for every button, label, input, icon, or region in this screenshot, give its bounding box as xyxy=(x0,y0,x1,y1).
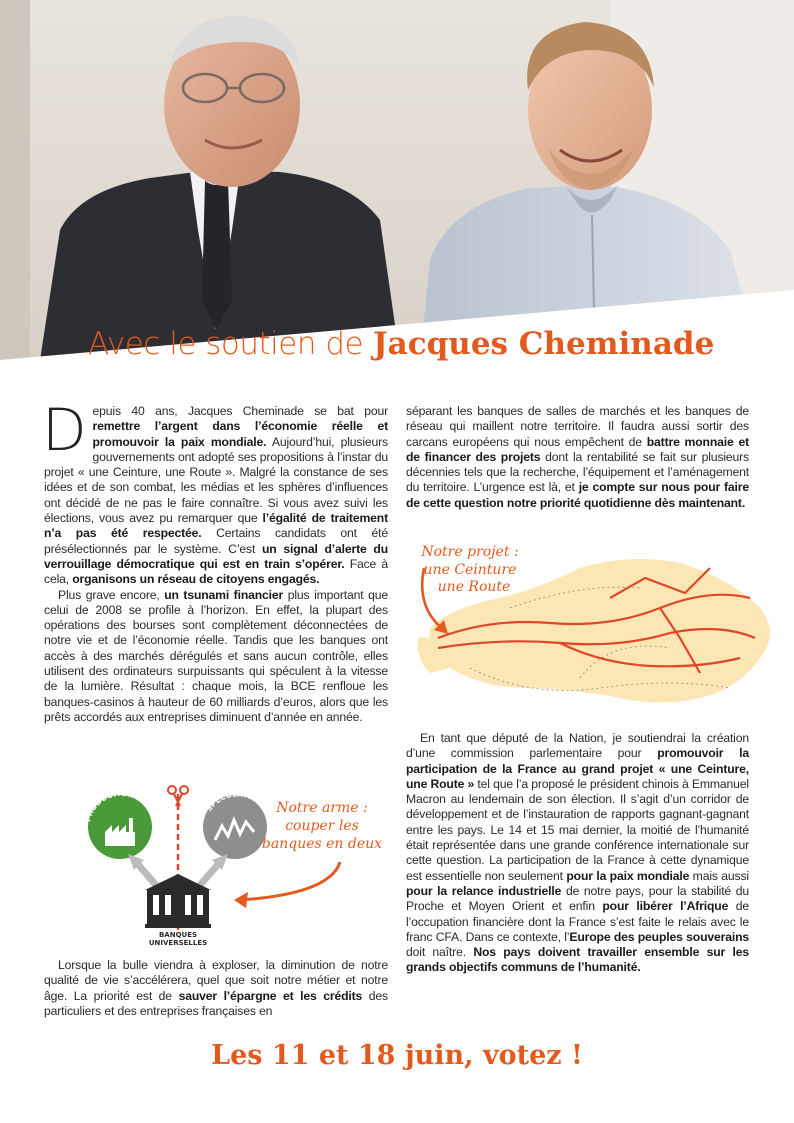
column-right-bottom xyxy=(406,731,749,976)
map-note-line-2: une Ceinture xyxy=(423,562,517,578)
label-speculation: SPÉCULATION xyxy=(204,789,265,814)
note-line-1: Notre arme : xyxy=(276,800,368,816)
paragraph-tsunami: Plus grave encore, un tsunami financier plus important que celui de 2008 se profile à l’horizon. En effet, la plupart des opérations des bourses sont complètement déconnectées de notre vie et de l’économie réelle. Tandis que les banques ont accès à des marchés dérégulés et sans aucun contrôle, elles utilisent des ordinateurs surpuissants qui spéculent à la vitesse de la lumière. Résultat : chaque mois, la BCE renfloue les banques-casinos à hauteur de 60 milliards d’euros, alors que les prêts accordés aux entreprises diminuent d’année en année. xyxy=(44,587,389,724)
paragraph-intro: Depuis 40 ans, Jacques Cheminade se bat pour remettre l’argent dans l’économie réelle et promouvoir la paix mondiale. Aujourd’hui, plusieurs gouvernements ont adopté ses propositions à l’instar du projet « une Ceinture, une Route ». Malgré la constance de ses idées et de son combat, les médias et les sphères d’influences ont décidé de ne pas le faire connaître. Si vous avez suivi les élections, vous avez pu remarquer que l’égalité de traitement n’a pas été respectée. Certains candidats ont été présélectionnés par le système. C’est un signal d’alerte du verrouillage démocratique qui est en train s’opérer. Face à cela, organisons un réseau de citoyens engagés. xyxy=(42,396,388,587)
column-left-top xyxy=(42,396,389,725)
belt-road-map xyxy=(410,538,784,718)
bank-label-1: BANQUES xyxy=(158,931,198,939)
map-note-line-3: une Route xyxy=(437,579,511,595)
paragraph-bubble: Lorsque la bulle viendra à exploser, la diminution de notre qualité de vie s’accélérera, quel que soit notre métier et notre âge. La priorité est de sauver l’épargne et les crédits des particuliers et des entreprises françaises en xyxy=(44,958,388,1018)
bank-label-2: UNIVERSELLES xyxy=(148,939,208,947)
bank-separation-diagram xyxy=(50,782,390,947)
note-arrow xyxy=(240,862,340,900)
page-title: Avec le soutien de Jacques Cheminade xyxy=(88,326,715,362)
drop-cap: D xyxy=(42,396,87,464)
note-line-3: banques en deux xyxy=(261,836,383,852)
map-note-line-1: Notre projet : xyxy=(421,544,519,560)
vote-banner: Les 11 et 18 juin, votez ! xyxy=(211,1040,583,1071)
paragraph-commission: En tant que député de la Nation, je soutiendrai la création d’une commission parlementaire pour promouvoir la participation de la France au grand projet « une Ceinture, une Route » tel que l’a proposé le président chinois à Emmanuel Macron au lendemain de son élection. Il s’agit d’un corridor de développement et de l’instauration de rapports gagnant-gagnant entre les pays. Le 14 et 15 mai dernier, la moitié de l’humanité était représentée dans une grande conférence internationale sur cette question. La participation de la France à cette dynamique est essentielle non seulement pour la paix mondiale mais aussi pour la relance industrielle de notre pays, pour la stabilité du Proche et Moyen Orient et enfin pour libérer l’Afrique de l’occupation financière dont la France s’est faite le relais avec le franc CFA. Dans ce contexte, l’Europe des peuples souverains doit naître. Nos pays doivent travailler ensemble sur les grands objectifs communs de l’humanité. xyxy=(406,731,750,975)
column-left-bottom xyxy=(44,958,388,1019)
note-line-2: couper les xyxy=(285,818,359,834)
paragraph-separation: séparant les banques de salles de marchés et les banques de réseau qui maillent notre territoire. Il faudra aussi sortir des carcans européens qui nous empêchent de battre monnaie et de financer des projets dont la rentabilité se fait sur plusieurs décennies tels que la recherche, l’équipement et l’aménagement du territoire. L’urgence est là, et je compte sur nous pour faire de cette question notre priorité quotidienne dès maintenant. xyxy=(406,404,749,510)
column-right-top xyxy=(406,404,749,511)
label-production: PRODUCTION & M xyxy=(83,788,154,823)
header-photo xyxy=(0,0,794,360)
